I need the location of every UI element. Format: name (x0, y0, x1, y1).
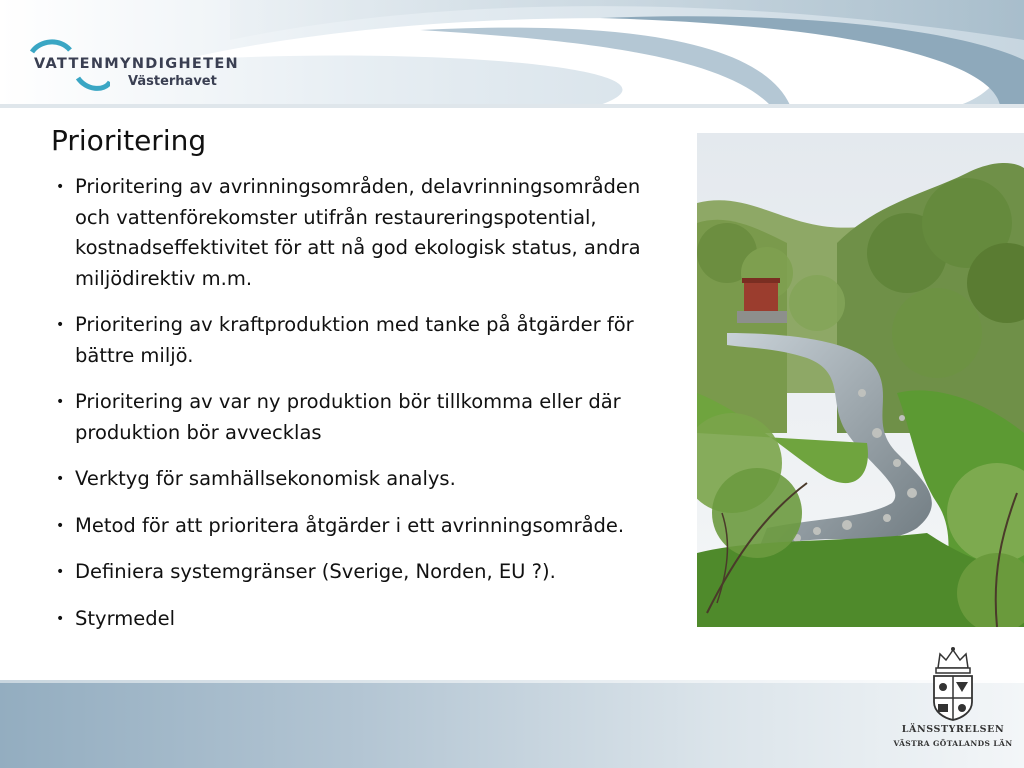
bullet-list (56, 172, 676, 650)
bullet-item (56, 557, 676, 588)
bullet-text: Styrmedel (75, 606, 176, 630)
bullet-item (56, 604, 676, 635)
vattenmyndigheten-logo (30, 38, 270, 98)
bullet-dot-icon: • (56, 179, 65, 195)
bullet-item (56, 387, 676, 448)
bullet-dot-icon: • (56, 564, 65, 580)
footer-band (0, 680, 1024, 768)
agency-region: VÄSTRA GÖTALANDS LÄN (893, 739, 1013, 748)
bullet-text: Verktyg för samhällsekonomisk analys. (75, 467, 456, 490)
logo-title: VATTENMYNDIGHETEN (34, 56, 239, 72)
logo-subtitle: Västerhavet (128, 74, 217, 89)
coat-of-arms-icon (890, 646, 1016, 724)
bullet-dot-icon: • (56, 610, 65, 627)
bullet-text: Prioritering av avrinningsområden, delavrinningsområden och vattenförekomster utifrån restaureringspotential, kostnadseffektivitet för att nå god ekologisk status, andra miljödirektiv m.m. (75, 175, 641, 290)
agency-name: LÄNSSTYRELSEN (901, 724, 1005, 735)
bullet-dot-icon: • (56, 317, 65, 333)
river-landscape-photo (697, 133, 1024, 627)
bullet-text: Metod för att prioritera åtgärder i ett avrinningsområde. (75, 513, 625, 537)
bullet-item (56, 172, 676, 294)
bullet-text: Prioritering av var ny produktion bör tillkomma eller där produktion bör avvecklas (75, 390, 621, 444)
river-photo-illustration (697, 133, 1024, 627)
bullet-item (56, 511, 676, 542)
bullet-dot-icon: • (56, 471, 65, 487)
slide-title: Prioritering (51, 124, 207, 157)
bullet-text: Definiera systemgränser (Sverige, Norden, EU ?). (75, 560, 556, 583)
header-banner (0, 0, 1024, 108)
bullet-item (56, 464, 676, 495)
bullet-dot-icon: • (56, 394, 65, 410)
bullet-text: Prioritering av kraftproduktion med tanke på åtgärder för bättre miljö. (75, 313, 634, 367)
lansstyrelsen-logo (890, 646, 1016, 758)
bullet-dot-icon: • (56, 517, 65, 534)
bullet-item (56, 310, 676, 371)
